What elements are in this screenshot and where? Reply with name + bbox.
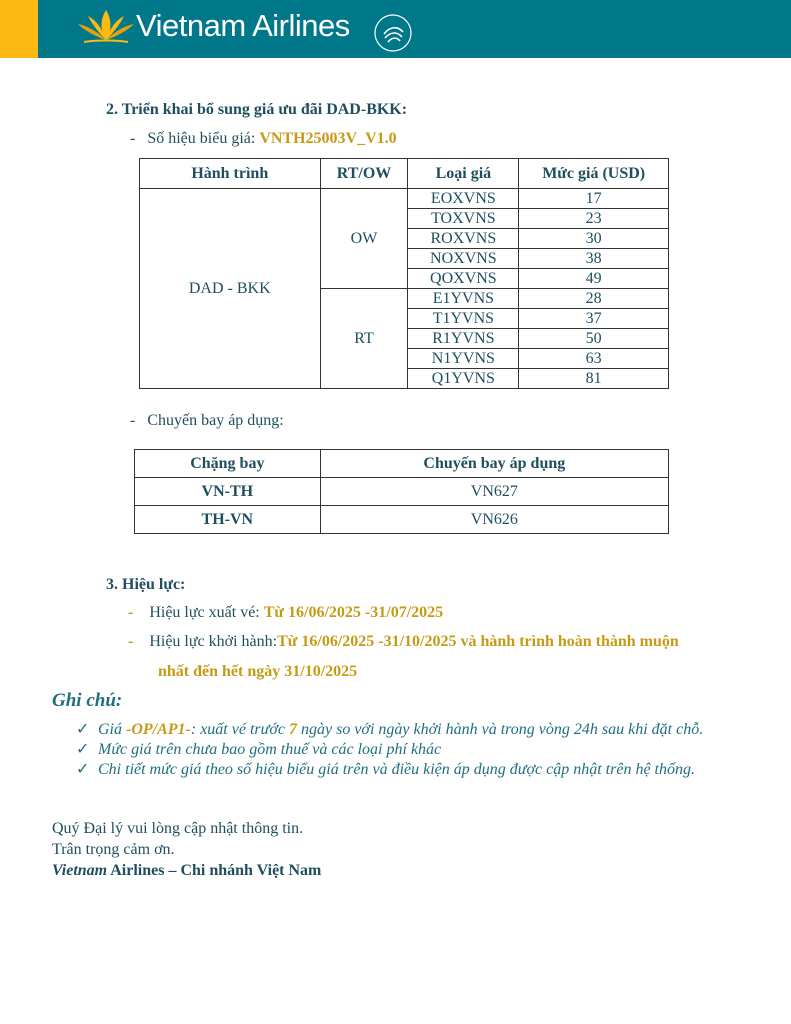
fare-class-cell: NOXVNS xyxy=(408,249,519,269)
travel-value-line2: nhất đến hết ngày 31/10/2025 xyxy=(158,663,358,680)
sector-cell: TH-VN xyxy=(135,506,321,534)
fare-class-cell: R1YVNS xyxy=(408,329,519,349)
fare-class-cell: EOXVNS xyxy=(408,189,519,209)
notes-title: Ghi chú: xyxy=(52,690,123,711)
section-3-title: 3. Hiệu lực: xyxy=(106,576,186,593)
flight-cell: VN627 xyxy=(320,478,668,506)
price-cell: 63 xyxy=(519,349,669,369)
fare-class-cell: QOXVNS xyxy=(408,269,519,289)
section-2-title: 2. Triển khai bổ sung giá ưu đãi DAD-BKK: xyxy=(106,101,408,118)
note-text: Mức giá trên chưa bao gồm thuế và các loại phí khác xyxy=(98,741,442,758)
header-cell: Chặng bay xyxy=(135,450,321,478)
signature-rest: Airlines – Chi nhánh Việt Nam xyxy=(107,862,322,879)
flights-label: Chuyến bay áp dụng: xyxy=(147,412,284,429)
table-row xyxy=(140,189,669,209)
flight-table xyxy=(134,449,669,534)
dash: - xyxy=(130,130,148,147)
signature xyxy=(52,860,321,881)
header-gold-block xyxy=(0,0,38,58)
price-cell: 81 xyxy=(519,369,669,389)
table-row xyxy=(135,478,669,506)
ticketing-label: Hiệu lực xuất vé: xyxy=(149,604,264,621)
header-banner xyxy=(0,0,791,58)
fare-class-cell: ROXVNS xyxy=(408,229,519,249)
lotus-logo-icon xyxy=(74,6,138,46)
note-text: ngày so với ngày khởi hành và trong vòng 24h sau khi đặt chỗ. xyxy=(297,721,704,738)
brand-wordmark: Vietnam Airlines xyxy=(136,8,350,43)
header-cell: Hành trình xyxy=(140,159,321,189)
fare-class-cell: N1YVNS xyxy=(408,349,519,369)
price-cell: 50 xyxy=(519,329,669,349)
fare-class-cell: E1YVNS xyxy=(408,289,519,309)
check-icon: ✓ xyxy=(76,741,90,758)
ticketing-value: Từ 16/06/2025 -31/07/2025 xyxy=(263,604,444,621)
list-item xyxy=(76,740,703,760)
dash: - xyxy=(128,604,150,621)
flight-table-header xyxy=(135,450,669,478)
note-fare-code: -OP/AP1- xyxy=(126,721,191,738)
header-cell: RT/OW xyxy=(320,159,408,189)
price-cell: 23 xyxy=(519,209,669,229)
sector-cell: VN-TH xyxy=(135,478,321,506)
fare-code-line xyxy=(130,130,397,148)
ticketing-line xyxy=(128,604,443,622)
note-text: Chi tiết mức giá theo số hiệu biểu giá trên và điều kiện áp dụng được cập nhật trên hệ thống. xyxy=(98,761,695,778)
signature-italic: Vietnam xyxy=(52,862,108,879)
fare-class-cell: TOXVNS xyxy=(408,209,519,229)
note-days: 7 xyxy=(289,721,297,738)
dash: - xyxy=(128,633,150,650)
travel-line xyxy=(128,633,679,651)
trip-type-cell: OW xyxy=(320,189,408,289)
dash: - xyxy=(130,412,148,429)
fare-class-cell: Q1YVNS xyxy=(408,369,519,389)
fare-table-header xyxy=(140,159,669,189)
fare-code-value: VNTH25003V_V1.0 xyxy=(259,130,397,147)
list-item xyxy=(76,760,703,780)
header-cell: Chuyến bay áp dụng xyxy=(320,450,668,478)
check-icon: ✓ xyxy=(76,761,90,778)
fare-class-cell: T1YVNS xyxy=(408,309,519,329)
skyteam-logo-icon xyxy=(372,12,414,54)
header-cell: Loại giá xyxy=(408,159,519,189)
price-cell: 17 xyxy=(519,189,669,209)
route-cell: DAD - BKK xyxy=(140,189,321,389)
price-cell: 28 xyxy=(519,289,669,309)
price-cell: 38 xyxy=(519,249,669,269)
note-text: : xuất vé trước xyxy=(190,721,289,738)
travel-label: Hiệu lực khởi hành: xyxy=(149,633,278,650)
travel-value-line1: Từ 16/06/2025 -31/10/2025 và hành trình hoàn thành muộn xyxy=(277,633,679,650)
fare-table xyxy=(139,158,669,389)
closing-line: Quý Đại lý vui lòng cập nhật thông tin. xyxy=(52,820,304,837)
closing-block xyxy=(52,818,321,881)
price-cell: 49 xyxy=(519,269,669,289)
trip-type-cell: RT xyxy=(320,289,408,389)
note-text: Giá xyxy=(98,721,126,738)
fare-code-label: Số hiệu biểu giá: xyxy=(147,130,260,147)
flight-cell: VN626 xyxy=(320,506,668,534)
price-cell: 30 xyxy=(519,229,669,249)
header-cell: Mức giá (USD) xyxy=(519,159,669,189)
price-cell: 37 xyxy=(519,309,669,329)
list-item xyxy=(76,720,703,740)
notes-list xyxy=(76,720,703,780)
flights-label-line xyxy=(130,412,284,430)
closing-line: Trân trọng cảm ơn. xyxy=(52,841,175,858)
table-row xyxy=(135,506,669,534)
check-icon: ✓ xyxy=(76,721,90,738)
